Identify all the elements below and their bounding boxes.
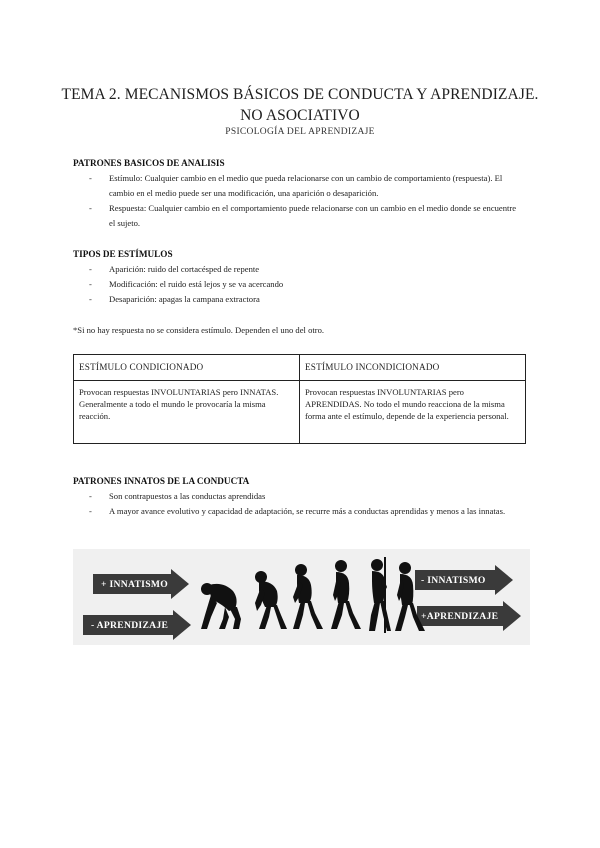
list-item-text: Respuesta: Cualquier cambio en el comportamiento puede relacionarse con un cambio en el medio donde se encuentre el sujeto. bbox=[109, 203, 517, 228]
list-item-text: Desaparición: apagas la campana extractora bbox=[109, 294, 260, 304]
list-item bbox=[73, 201, 518, 231]
list-item-text: Estímulo: Cualquier cambio en el medio que pueda relacionarse con un cambio de comportamiento (respuesta). El cambio en el medio puede ser una modificación, una aparición o desaparición. bbox=[109, 173, 503, 198]
section-heading-patrones-basicos: PATRONES BASICOS DE ANALISIS bbox=[73, 158, 225, 168]
table-header-cell: ESTÍMULO CONDICIONADO bbox=[74, 355, 300, 381]
dash-bullet: - bbox=[89, 264, 92, 274]
dash-bullet: - bbox=[89, 173, 92, 183]
patrones-basicos-list bbox=[73, 171, 518, 231]
ape-silhouette-icon bbox=[199, 575, 245, 631]
table-header-row bbox=[74, 355, 526, 381]
dash-bullet: - bbox=[89, 279, 92, 289]
stimulus-table bbox=[73, 354, 526, 444]
list-item-text: Son contrapuestos a las conductas aprendidas bbox=[109, 491, 266, 501]
list-item bbox=[73, 277, 518, 292]
arrow-label: + INNATISMO bbox=[101, 578, 168, 590]
homo-erectus-silhouette-icon bbox=[325, 559, 361, 631]
list-item-text: Modificación: el ruido está lejos y se va acercando bbox=[109, 279, 284, 289]
tipos-estimulos-list bbox=[73, 262, 518, 307]
dash-bullet: - bbox=[89, 203, 92, 213]
dash-bullet: - bbox=[89, 506, 92, 516]
note-text: *Si no hay respuesta no se considera estímulo. Dependen el uno del otro. bbox=[73, 325, 325, 335]
arrow-plus-aprendizaje bbox=[417, 601, 521, 631]
list-item-text: Aparición: ruido del cortacésped de repente bbox=[109, 264, 260, 274]
section-heading-tipos-estimulos: TIPOS DE ESTÍMULOS bbox=[73, 249, 173, 259]
dash-bullet: - bbox=[89, 294, 92, 304]
table-cell: Provocan respuestas INVOLUNTARIAS pero INNATAS. Generalmente a todo el mundo le provocaría la misma reacción. bbox=[74, 381, 300, 444]
dash-bullet: - bbox=[89, 491, 92, 501]
early-human-silhouette-icon bbox=[287, 563, 323, 631]
list-item bbox=[73, 504, 518, 519]
page-title: TEMA 2. MECANISMOS BÁSICOS DE CONDUCTA Y APRENDIZAJE. NO ASOCIATIVO bbox=[61, 86, 539, 124]
section-heading-patrones-innatos: PATRONES INNATOS DE LA CONDUCTA bbox=[73, 476, 250, 486]
human-with-spear-silhouette-icon bbox=[365, 557, 391, 633]
arrow-minus-innatismo bbox=[415, 565, 513, 595]
list-item bbox=[73, 171, 518, 201]
hominid-silhouette-icon bbox=[251, 569, 287, 631]
table-row bbox=[74, 381, 526, 444]
arrow-label: +APRENDIZAJE bbox=[421, 610, 499, 622]
list-item-text: A mayor avance evolutivo y capacidad de adaptación, se recurre más a conductas aprendidas y menos a las innatas. bbox=[109, 506, 506, 516]
table-header-cell: ESTÍMULO INCONDICIONADO bbox=[300, 355, 526, 381]
arrow-plus-innatismo bbox=[93, 569, 189, 599]
arrow-minus-aprendizaje bbox=[83, 610, 191, 640]
arrow-label: - APRENDIZAJE bbox=[91, 619, 169, 631]
page-subtitle: PSICOLOGÍA DEL APRENDIZAJE bbox=[225, 127, 375, 137]
table-cell: Provocan respuestas INVOLUNTARIAS pero APRENDIDAS. No todo el mundo reacciona de la misma forma ante el estímulo, depende de la experiencia personal. bbox=[300, 381, 526, 444]
evolution-illustration bbox=[73, 549, 530, 645]
list-item bbox=[73, 292, 518, 307]
modern-human-silhouette-icon bbox=[393, 561, 425, 633]
list-item bbox=[73, 489, 518, 504]
list-item bbox=[73, 262, 518, 277]
patrones-innatos-list bbox=[73, 489, 518, 519]
arrow-label: - INNATISMO bbox=[421, 574, 486, 586]
